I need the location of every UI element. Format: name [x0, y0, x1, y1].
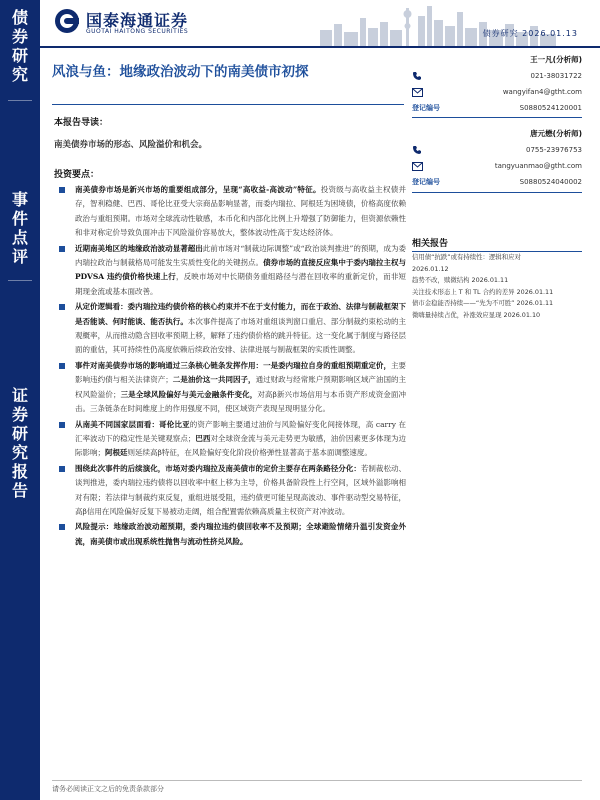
key-point-text: ，反映市场对中长期债务重组路径与潜在回收率的重新定价，而非短期现金流或基本面改善。	[75, 272, 407, 296]
key-point-text: 主要影响违约债与相关法律资产；	[75, 360, 407, 385]
analyst-email[interactable]: wangyifan4@gtht.com	[502, 88, 582, 96]
analyst-name: 王一凡(分析师)	[530, 55, 582, 64]
key-point-item	[56, 418, 406, 461]
intro-text: 南美债券市场的形态、风险溢价和机会。	[54, 140, 208, 150]
phone-icon	[412, 145, 422, 155]
related-reports-heading: 相关报告	[412, 239, 449, 249]
related-reports-list	[412, 252, 584, 321]
title-divider	[52, 104, 404, 105]
key-point-text: 对全球资金流与美元走势更为敏感，油价因素更多体现为边际影响；	[75, 433, 407, 458]
analyst-card	[412, 126, 582, 190]
key-point-bold: 近期南美地区的地缘政治波动显著超出	[75, 243, 203, 253]
key-points-list	[56, 183, 406, 550]
related-report-link[interactable]: 关注技术形态上 T 和 TL 合约的差异 2026.01.11	[412, 287, 554, 296]
key-point-bold: 二是油价这一共同因子，	[172, 375, 256, 385]
key-point-bold: 三是全球风险偏好与美元金融条件变化，	[120, 389, 258, 399]
key-point-item	[56, 462, 406, 520]
key-point-text: 对高β新兴市场信用与本币资产形成资金面冲击。三条链条在时间维度上的作用强度不同，使区域资产表现呈现明显分化。	[75, 389, 406, 414]
logo-english-name: GUOTAI HAITONG SECURITIES	[86, 28, 189, 35]
key-point-item	[56, 359, 406, 417]
key-point-text: 投资级与高收益主权债并存，智利稳健、巴西、哥伦比亚受大宗商品影响显著，而委内瑞拉、阿根廷为困境债，价格高度依赖政治与重组预期。市场对全球流动性敏感，本币化和内部化比例上升增强了防御能力，但资源依赖性和非对称定价导致负面冲击下风险溢价容易放大，整体波动性高于发达经济体。	[75, 185, 406, 238]
key-point-bold: 债券市场的直接反应集中于委内瑞拉主权与 PDVSA 违约债价格快速上行	[75, 258, 407, 282]
sidebar-section-text: 事件点评	[11, 190, 28, 266]
key-point-bold: 围绕此次事件的后续演化，市场对委内瑞拉及南美债市的定价主要存在两条路径分化：	[75, 463, 361, 473]
logo-mark-icon	[54, 8, 80, 34]
footer-divider	[52, 780, 582, 781]
key-point-item	[56, 520, 406, 549]
analyst-cert-row	[412, 100, 582, 116]
city-skyline-icon	[300, 0, 600, 46]
key-point-text: 通过财政与经常账户预期影响区域产油国的主权风险溢价；	[75, 375, 407, 399]
disclaimer-footer: 请务必阅读正文之后的免责条款部分	[52, 785, 164, 793]
key-point-text: 此前市场对“制裁边际调整”或“政治谈判推进”的预期，成为委内瑞拉政治与制裁格局可能发生实质性变化的关键拐点。	[75, 243, 406, 268]
analyst-cert-row	[412, 174, 582, 190]
key-point-bold: 事件对南美债券市场的影响通过三条核心链条发挥作用：一是委内瑞拉自身的重组预期重定价，	[75, 360, 391, 370]
key-point-bold: 从南美不同国家层面看：哥伦比亚	[75, 419, 190, 429]
analyst-phone: 021-38031722	[530, 72, 582, 80]
logo-chinese-name: 国泰海通证券	[86, 11, 189, 30]
analyst-cert-number: S0880524040002	[519, 178, 582, 186]
analyst-email-row	[412, 84, 582, 100]
report-header	[40, 0, 600, 46]
header-divider	[40, 46, 600, 48]
sidebar-section-text: 证券研究报告	[11, 386, 28, 500]
analyst-email-row	[412, 158, 582, 174]
related-report-link[interactable]: 债市金稳能否持续——“先为不可胜” 2026.01.11	[412, 299, 554, 307]
key-point-bold: 风险提示：地缘政治波动超预期，委内瑞拉违约债回收率不及预期；全球避险情绪升温引发资金外流，南美债市或出现系统性抛售与流动性挤兑风险。	[75, 522, 406, 546]
related-report-link[interactable]: 微嗨量持续占优，补涨效应显现 2026.01.10	[412, 310, 541, 319]
analyst-name: 唐元懋(分析师)	[530, 129, 582, 138]
left-sidebar	[0, 0, 40, 800]
key-point-bold: 巴西	[195, 433, 211, 443]
cert-label: 登记编号	[412, 178, 440, 186]
email-icon	[412, 88, 423, 97]
document-type-date: 债券研究 2026.01.13	[482, 29, 578, 38]
related-report-link[interactable]: 趋势不改，赎微结构 2026.01.11	[412, 276, 509, 284]
sidebar-divider	[8, 100, 32, 101]
analyst-divider	[412, 192, 582, 193]
sidebar-section-bond-research	[0, 8, 40, 84]
sidebar-divider	[8, 280, 32, 281]
report-title: 风浪与鱼：地缘政治波动下的南美债市初探	[52, 64, 309, 80]
sidebar-section-event-review	[0, 190, 40, 266]
related-report-link[interactable]: 信用债“抗跌”或有持续性：逻辑和应对 2026.01.12	[412, 253, 521, 273]
analyst-phone-row	[412, 142, 582, 158]
analyst-phone: 0755-23976753	[526, 146, 582, 154]
key-points-heading: 投资要点：	[54, 170, 100, 180]
phone-icon	[412, 71, 422, 81]
key-point-text: 的资产影响主要通过油价与风险偏好变化间接体现，高 carry 在汇率波动下的稳定性是关键观察点；	[75, 419, 406, 443]
sidebar-section-securities-report	[0, 386, 40, 500]
cert-label: 登记编号	[412, 104, 440, 112]
intro-heading: 本报告导读：	[54, 118, 109, 128]
key-point-item	[56, 242, 406, 300]
key-point-item	[56, 300, 406, 358]
sidebar-section-text: 债券研究	[11, 8, 28, 84]
analyst-cert-number: S0880524120001	[519, 104, 582, 112]
key-point-bold: 南美债券市场是新兴市场的重要组成部分，呈现“高收益-高波动”特征。	[75, 185, 321, 194]
email-icon	[412, 162, 423, 171]
key-point-item	[56, 183, 406, 241]
key-point-text: 若制裁松动、谈判推进，委内瑞拉违约债将以回收率中枢上移为主导，价格具备阶段性上行空间，区域外溢影响相对有限；若法律与制裁约束反复，重组进展受阻，违约债更可能呈现高波动、事件驱动型交易特征，高β信用在风险偏好反复下易被动走阔，组合配置需依赖高质量主权资产对冲波动。	[75, 463, 407, 516]
analyst-email[interactable]: tangyuanmao@gtht.com	[494, 162, 582, 170]
company-logo	[54, 8, 189, 38]
analyst-divider	[412, 117, 582, 118]
analyst-phone-row	[412, 68, 582, 84]
key-point-bold: 阿根廷	[105, 448, 128, 458]
key-point-text: 本次事件提高了市场对重组谈判窗口重启、部分制裁约束松动的主观概率，从而推动隐含回收率预期上移，解释了违约债价格的跳升特征。这一变化属于制度与路径层面的重估，其可持续性仍高度依赖后续政治安排、法律进展与制裁框架的实质性调整。	[75, 316, 407, 355]
analyst-card	[412, 52, 582, 116]
key-point-bold: 从定价逻辑看：委内瑞拉违约债价格的核心约束并不在于支付能力，而在于政治、法律与制裁框架下是否能谈、何时能谈、能否执行。	[75, 302, 406, 326]
key-point-text: 则延续高β特征，在风险偏好变化阶段价格弹性显著高于基本面调整速度。	[127, 448, 372, 458]
